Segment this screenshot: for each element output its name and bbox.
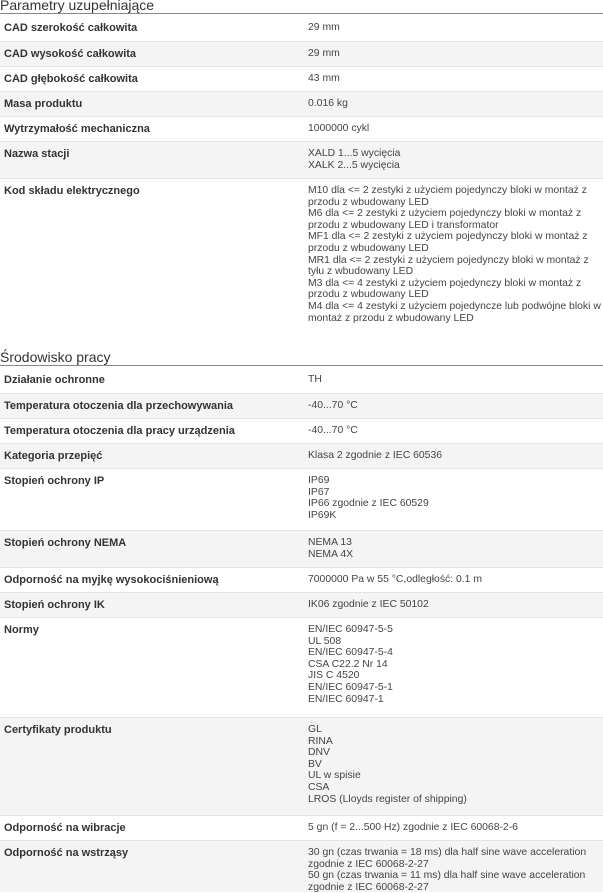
spec-row [0, 141, 603, 179]
spec-value-line: XALD 1...5 wycięcia [308, 148, 401, 159]
spec-value-line: tyłu z wbudowany LED [308, 266, 414, 278]
spec-value-line: XALK 2...5 wycięcia [308, 159, 400, 171]
spec-value-line: IP69 [308, 475, 330, 486]
spec-value-line: EN/IEC 60947-5-1 [308, 681, 393, 693]
spec-value [308, 624, 603, 705]
spec-value-line: NEMA 4X [308, 548, 354, 560]
spec-value-line: zgodnie z IEC 60068-2-27 [308, 858, 429, 870]
spec-value-line: BV [308, 758, 322, 770]
spec-value-line: 1000000 cykl [308, 123, 370, 134]
spec-value-line: 0.016 kg [308, 98, 348, 109]
spec-row [0, 717, 603, 816]
spec-row [0, 116, 603, 142]
spec-value-line: IP67 [308, 486, 330, 498]
spec-label: Nazwa stacji [4, 148, 70, 160]
spec-label: Stopień ochrony NEMA [4, 537, 127, 549]
spec-value [308, 22, 603, 34]
spec-row [0, 91, 603, 117]
spec-value-line: IP66 zgodnie z IEC 60529 [308, 498, 429, 510]
spec-label: Działanie ochronne [4, 374, 105, 386]
spec-value [308, 599, 603, 611]
spec-label: Odporność na wstrząsy [4, 847, 129, 859]
spec-value [308, 822, 603, 834]
spec-value-line: UL w spisie [308, 770, 361, 782]
spec-value-line: zgodnie z IEC 60068-2-27 [308, 881, 429, 893]
spec-label: CAD wysokość całkowita [4, 48, 137, 60]
spec-label: Odporność na myjkę wysokociśnieniową [4, 574, 219, 586]
spec-value [308, 98, 603, 110]
spec-row [0, 567, 603, 593]
spec-value-line: EN/IEC 60947-5-4 [308, 647, 393, 659]
spec-value [308, 73, 603, 85]
spec-row [0, 530, 603, 568]
spec-value [308, 123, 603, 135]
spec-value [308, 374, 603, 386]
spec-value-line: GL [308, 724, 322, 735]
spec-label: Kod składu elektrycznego [4, 185, 140, 197]
spec-row [0, 617, 603, 718]
spec-label: Kategoria przepięć [4, 450, 103, 462]
spec-value-line: CSA C22.2 Nr 14 [308, 658, 388, 670]
spec-value-line: LROS (Lloyds register of shipping) [308, 793, 467, 805]
spec-value [308, 574, 603, 586]
spec-value-line: MF1 dla <= 2 zestyki z użyciem pojedynczy bloki w montaż z [308, 231, 588, 243]
spec-value-line: NEMA 13 [308, 537, 352, 548]
spec-value [308, 425, 603, 437]
spec-value-line: IK06 zgodnie z IEC 50102 [308, 599, 429, 610]
spec-value-line: 43 mm [308, 73, 340, 84]
spec-row [0, 66, 603, 92]
spec-value-line: M3 dla <= 4 zestyki z użyciem pojedynczy bloki w montaż z [308, 277, 582, 289]
section1-title: Parametry uzupełniające [0, 0, 603, 14]
spec-label: CAD szerokość całkowita [4, 22, 138, 34]
spec-value-line: 30 gn (czas trwania = 18 ms) dla half sine wave acceleration [308, 847, 587, 858]
spec-value-line: JIS C 4520 [308, 670, 360, 682]
spec-value-line: DNV [308, 747, 330, 759]
spec-row [0, 840, 603, 892]
spec-value-line: 29 mm [308, 48, 340, 59]
spec-label: Temperatura otoczenia dla przechowywania [4, 400, 234, 412]
spec-value-line: EN/IEC 60947-1 [308, 693, 384, 705]
spec-value-line: M4 dla <= 4 zestyki z użyciem pojedyncze lub podwójne bloki w [308, 300, 601, 312]
spec-row [0, 418, 603, 444]
spec-value [308, 400, 603, 412]
spec-value-line: IP69K [308, 509, 337, 521]
spec-row [0, 368, 603, 393]
spec-value-line: M6 dla <= 2 zestyki z użyciem pojedynczy bloki w montaż z [308, 208, 582, 220]
spec-label: Stopień ochrony IP [4, 475, 105, 487]
spec-value-line: 7000000 Pa w 55 °C,odległość: 0.1 m [308, 574, 482, 585]
spec-label: Wytrzymałość mechaniczna [4, 123, 150, 135]
spec-value [308, 847, 603, 893]
spec-value-line: CSA [308, 781, 330, 793]
spec-label: Masa produktu [4, 98, 83, 110]
section2-title: Środowisko pracy [0, 349, 603, 366]
spec-value [308, 148, 603, 171]
spec-value [308, 450, 603, 462]
spec-value-line: 29 mm [308, 22, 340, 33]
spec-value-line: MR1 dla <= 2 zestyki z użyciem pojedynczy bloki w montaż z [308, 254, 589, 266]
spec-value [308, 475, 603, 521]
spec-value [308, 48, 603, 60]
spec-value-line: M10 dla <= 2 zestyki z użyciem pojedynczy bloki w montaż z [308, 185, 587, 196]
spec-value [308, 724, 603, 805]
spec-label: Normy [4, 624, 39, 636]
spec-label: Certyfikaty produktu [4, 724, 112, 736]
spec-value-line: -40...70 °C [308, 400, 358, 411]
spec-value-line: TH [308, 374, 322, 385]
spec-value-line: 5 gn (f = 2...500 Hz) zgodnie z IEC 60068-2-6 [308, 822, 518, 833]
spec-value-line: przodu z wbudowany LED [308, 242, 429, 254]
spec-label: Odporność na wibracje [4, 822, 126, 834]
spec-row [0, 16, 603, 41]
spec-label: CAD głębokość całkowita [4, 73, 138, 85]
spec-row [0, 41, 603, 67]
spec-row [0, 468, 603, 531]
spec-value-line: przodu z wbudowany LED [308, 289, 429, 301]
spec-value-line: RINA [308, 735, 333, 747]
spec-value-line: przodu z wbudowany LED i transformator [308, 219, 499, 231]
spec-value-line: EN/IEC 60947-5-5 [308, 624, 393, 635]
spec-row [0, 178, 603, 336]
spec-value [308, 185, 603, 324]
spec-value-line: Klasa 2 zgodnie z IEC 60536 [308, 450, 443, 461]
spec-value-line: przodu z wbudowany LED [308, 196, 429, 208]
spec-value-line: -40...70 °C [308, 425, 358, 436]
spec-row [0, 393, 603, 419]
spec-label: Temperatura otoczenia dla pracy urządzenia [4, 425, 235, 437]
spec-row [0, 592, 603, 618]
spec-row [0, 443, 603, 469]
spec-value-line: 50 gn (czas trwania = 11 ms) dla half sine wave acceleration [308, 870, 586, 882]
spec-value [308, 537, 603, 560]
spec-value-line: montaż z przodu z wbudowany LED [308, 312, 474, 324]
spec-row [0, 815, 603, 841]
spec-value-line: UL 508 [308, 635, 342, 647]
spec-label: Stopień ochrony IK [4, 599, 105, 611]
